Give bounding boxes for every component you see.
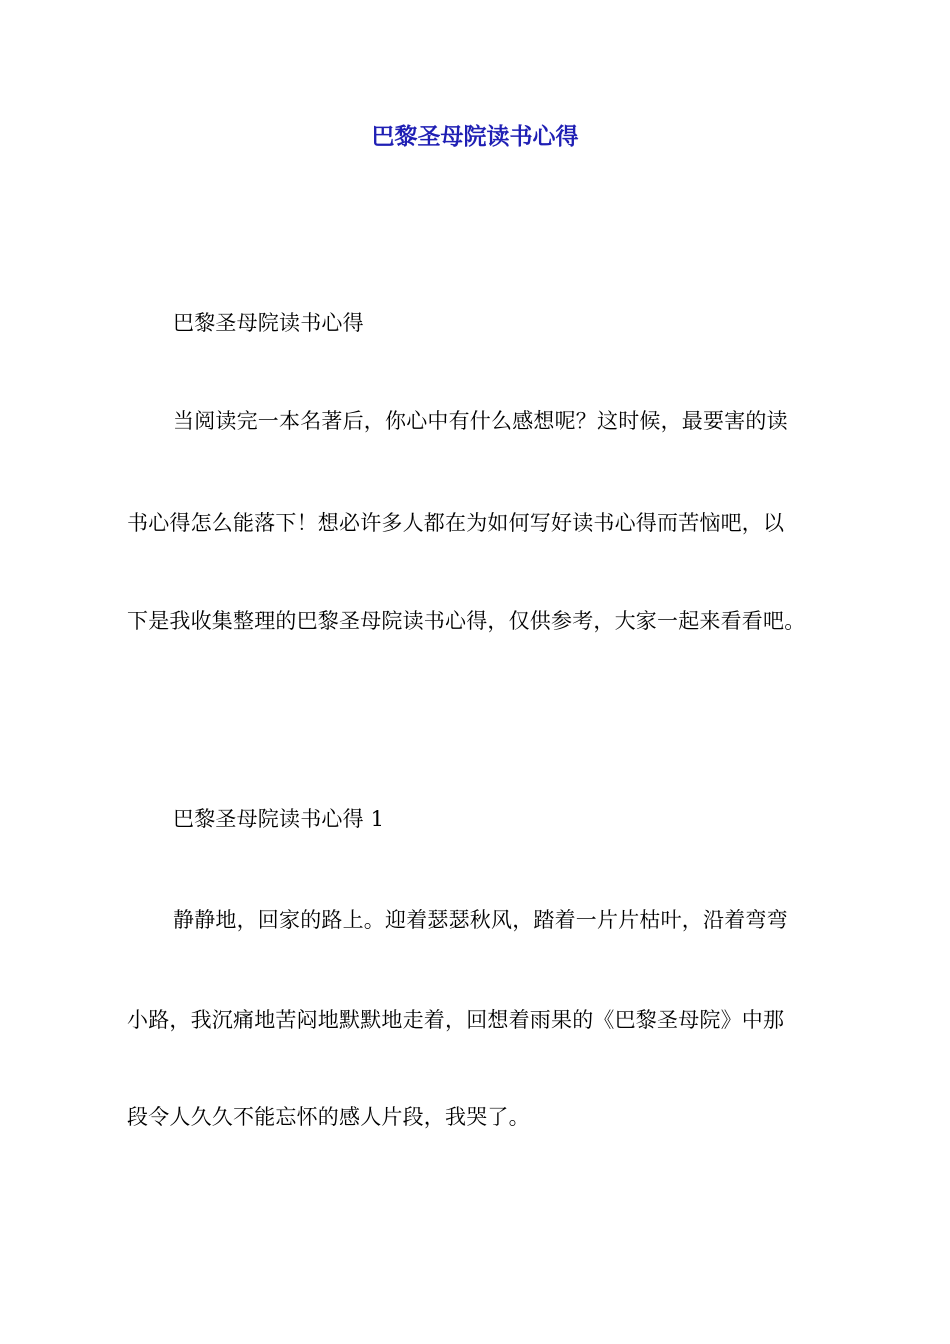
paragraph-line: 小路，我沉痛地苦闷地默默地走着，回想着雨果的《巴黎圣母院》中那	[127, 1008, 785, 1032]
document-title: 巴黎圣母院读书心得	[371, 124, 579, 150]
section-heading: 巴黎圣母院读书心得 1	[173, 807, 385, 831]
paragraph-line: 静静地，回家的路上。迎着瑟瑟秋风，踏着一片片枯叶，沿着弯弯	[173, 908, 788, 932]
paragraph-line: 下是我收集整理的巴黎圣母院读书心得，仅供参考，大家一起来看看吧。	[127, 609, 806, 633]
subtitle-line: 巴黎圣母院读书心得	[173, 311, 364, 335]
paragraph-line: 书心得怎么能落下！想必许多人都在为如何写好读书心得而苦恼吧，以	[127, 511, 785, 535]
paragraph-line: 段令人久久不能忘怀的感人片段，我哭了。	[127, 1105, 530, 1129]
paragraph-line: 当阅读完一本名著后，你心中有什么感想呢？这时候，最要害的读	[173, 409, 788, 433]
